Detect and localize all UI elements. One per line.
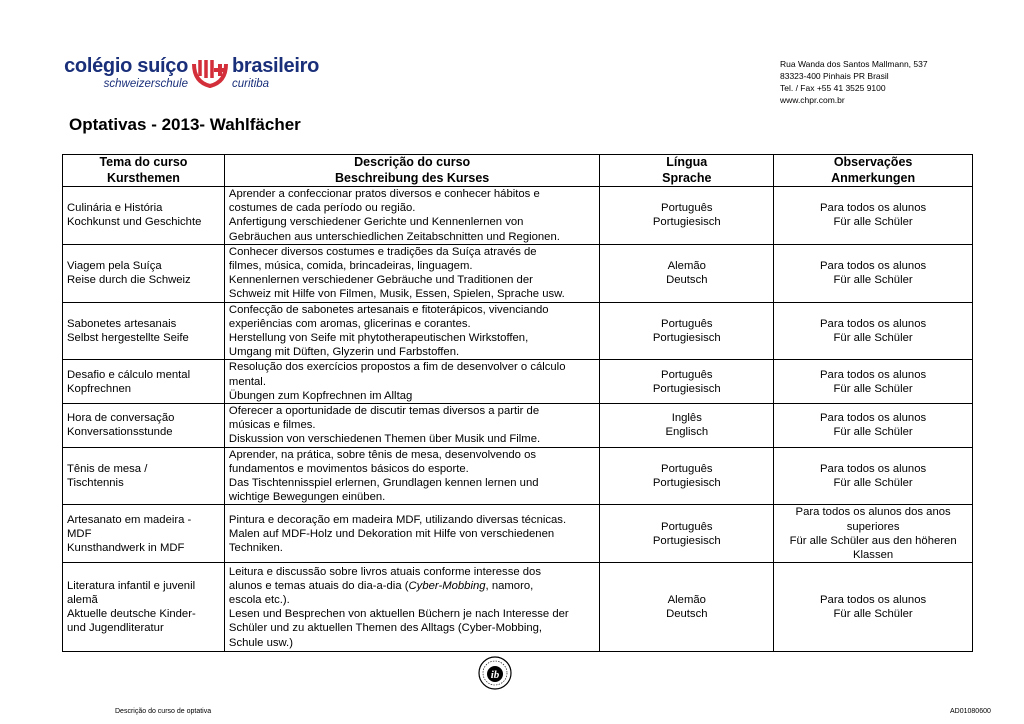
course-description-cell [224, 404, 599, 448]
school-logo [60, 54, 330, 94]
cell-line: Portugiesisch [652, 332, 721, 345]
cell-line: Para todos os alunos [820, 202, 927, 215]
cell-line: Confecção de sabonetes artesanais e fitoterápicos, vivenciando [228, 303, 549, 316]
cell-line: Für alle Schüler [833, 332, 913, 345]
course-notes-cell [774, 404, 973, 448]
table-row [63, 404, 973, 448]
cell-line: Für alle Schüler [833, 608, 913, 621]
header-notes: Observações Anmerkungen [774, 155, 973, 187]
cell-line: Viagem pela Suíça [67, 260, 162, 273]
cell-line: Herstellung von Seife mit phytotherapeutischen Wirkstoffen, [228, 332, 529, 345]
cell-line: Umgang mit Düften, Glyzerin und Farbstoffen. [228, 346, 460, 359]
cell-line: Selbst hergestellte Seife [67, 332, 189, 345]
ib-seal-icon [478, 656, 512, 690]
cell-line: Portugiesisch [652, 382, 721, 395]
logo-left-main: colégio suíço [64, 55, 188, 77]
cell-line: Anfertigung verschiedener Gerichte und Kennenlernen von [228, 216, 524, 229]
cell-line: Malen auf MDF-Holz und Dekoration mit Hilfe von verschiedenen [228, 527, 555, 540]
table-row [63, 302, 973, 360]
cell-line: Culinária e História [67, 202, 163, 215]
address-line: Tel. / Fax +55 41 3525 9100 [780, 83, 886, 93]
logo-left-sub: schweizerschule [103, 78, 188, 90]
table-row [63, 447, 973, 505]
cell-line: Para todos os alunos dos anos [795, 506, 951, 519]
course-notes-cell [774, 447, 973, 505]
cell-line: experiências com aromas, glicerinas e corantes. [228, 317, 471, 330]
course-language-cell [600, 447, 774, 505]
cell-line: Sabonetes artesanais [67, 317, 177, 330]
cell-line: Deutsch [666, 274, 708, 287]
course-description-cell [224, 187, 599, 245]
cell-line: Konversationsstunde [67, 426, 173, 439]
course-theme-cell [63, 302, 225, 360]
logo-right-sub: curitiba [232, 78, 270, 90]
cell-line: Übungen zum Kopfrechnen im Alltag [228, 389, 413, 402]
cell-line: Para todos os alunos [820, 260, 927, 273]
cell-line: alunos e temas atuais do dia-a-dia (Cyber-Mobbing, namoro, [228, 579, 534, 592]
table-row [63, 505, 973, 563]
table-row [63, 360, 973, 404]
cell-line: Resolução dos exercícios propostos a fim de desenvolver o cálculo [228, 361, 566, 374]
cell-line: Para todos os alunos [820, 368, 927, 381]
cell-line: Inglês [671, 412, 702, 425]
course-description-cell [224, 447, 599, 505]
cell-line: Artesanato em madeira - [67, 513, 192, 526]
course-theme-cell [63, 447, 225, 505]
cell-line: Techniken. [228, 541, 283, 554]
cell-line: escola etc.). [228, 594, 290, 607]
cell-line: Aprender a confeccionar pratos diversos e conhecer hábitos e [228, 188, 540, 200]
course-language-cell [600, 360, 774, 404]
course-theme-cell [63, 360, 225, 404]
cell-line: Pintura e decoração em madeira MDF, utilizando diversas técnicas. [228, 513, 567, 526]
cell-line: Desafio e cálculo mental [67, 368, 191, 381]
cell-line: Oferecer a oportunidade de discutir temas diversos a partir de [228, 405, 540, 418]
course-language-cell [600, 505, 774, 563]
cell-line: Tischtennis [67, 477, 124, 490]
cell-line: Português [661, 520, 713, 533]
cell-line: Gebräuchen aus unterschiedlichen Zeitabschnitten und Regionen. [228, 230, 560, 243]
course-language-cell [600, 404, 774, 448]
course-description-cell [224, 302, 599, 360]
cell-line: Hora de conversação [67, 412, 175, 425]
cell-line: Für alle Schüler [833, 477, 913, 490]
cell-line: Für alle Schüler [833, 382, 913, 395]
course-notes-cell [774, 563, 973, 652]
cell-line: und Jugendliteratur [67, 622, 164, 635]
course-theme-cell [63, 244, 225, 302]
cell-line: fundamentos e movimentos básicos do esporte. [228, 462, 469, 475]
cell-line: Português [661, 462, 713, 475]
cell-line: Für alle Schüler [833, 216, 913, 229]
course-description-cell [224, 360, 599, 404]
cell-line: Aktuelle deutsche Kinder- [67, 608, 196, 621]
cell-line: Schüler und zu aktuellen Themen des Alltags (Cyber-Mobbing, [228, 622, 543, 635]
address-line: Rua Wanda dos Santos Mallmann, 537 [780, 59, 928, 69]
cell-line: Kochkunst und Geschichte [67, 216, 202, 229]
course-notes-cell [774, 244, 973, 302]
courses-table [62, 154, 973, 652]
table-row [63, 244, 973, 302]
footer-doc-code: AD01080600 [950, 708, 991, 715]
course-description-cell [224, 505, 599, 563]
cell-line: MDF [67, 527, 92, 540]
cell-line: wichtige Bewegungen einüben. [228, 491, 386, 504]
logo-left-block [60, 54, 188, 90]
logo-right-block [232, 54, 319, 90]
cell-line: alemã [67, 594, 98, 607]
cell-line: Portugiesisch [652, 477, 721, 490]
cell-line: Für alle Schüler [833, 274, 913, 287]
course-language-cell [600, 244, 774, 302]
course-notes-cell [774, 302, 973, 360]
cell-line: Für alle Schüler [833, 426, 913, 439]
cell-line: superiores [846, 520, 900, 533]
cell-line: filmes, música, comida, brincadeiras, linguagem. [228, 260, 473, 273]
cell-line: músicas e filmes. [228, 419, 316, 432]
cell-line: Português [661, 317, 713, 330]
cell-line: Leitura e discussão sobre livros atuais conforme interesse dos [228, 565, 541, 578]
cell-line: Lesen und Besprechen von aktuellen Büchern je nach Interesse der [228, 608, 569, 621]
course-description-cell [224, 563, 599, 652]
cell-line: Portugiesisch [652, 534, 721, 547]
cell-line: Conhecer diversos costumes e tradições da Suíça através de [228, 245, 537, 258]
course-notes-cell [774, 505, 973, 563]
cell-line: Alemão [667, 260, 706, 273]
cell-line: Klassen [852, 549, 894, 562]
cell-line: Schule usw.) [228, 636, 293, 649]
cell-line: Kunsthandwerk in MDF [67, 541, 185, 554]
course-theme-cell [63, 404, 225, 448]
svg-text:ib: ib [490, 669, 500, 681]
cell-line: Português [661, 368, 713, 381]
cell-line: Para todos os alunos [820, 594, 927, 607]
cell-line: Das Tischtennisspiel erlernen, Grundlagen kennen lernen und [228, 477, 539, 490]
cell-line: costumes de cada período ou região. [228, 202, 416, 215]
cell-line: Aprender, na prática, sobre tênis de mesa, desenvolvendo os [228, 448, 536, 461]
table-row [63, 187, 973, 245]
course-language-cell [600, 563, 774, 652]
course-theme-cell [63, 563, 225, 652]
cell-line: Portugiesisch [652, 216, 721, 229]
cell-line: Para todos os alunos [820, 462, 927, 475]
cell-line: Alemão [667, 594, 706, 607]
cell-line: mental. [228, 375, 266, 388]
header-language: Língua Sprache [600, 155, 774, 187]
table-header-row [63, 155, 973, 187]
address-website: www.chpr.com.br [780, 95, 845, 105]
course-language-cell [600, 187, 774, 245]
cell-line: Para todos os alunos [820, 412, 927, 425]
cell-line: Englisch [665, 426, 709, 439]
course-notes-cell [774, 360, 973, 404]
address-line: 83323-400 Pinhais PR Brasil [780, 71, 889, 81]
school-address [780, 58, 928, 106]
course-language-cell [600, 302, 774, 360]
logo-right-main: brasileiro [232, 55, 320, 77]
cell-line: Literatura infantil e juvenil [67, 579, 196, 592]
table-row [63, 563, 973, 652]
cell-line: Für alle Schüler aus den höheren [789, 534, 957, 547]
cell-line: Tênis de mesa / [67, 462, 148, 475]
course-theme-cell [63, 187, 225, 245]
cell-line: Reise durch die Schweiz [67, 274, 191, 287]
footer-doc-label: Descrição do curso de optativa [115, 708, 212, 715]
cell-line: Diskussion von verschiedenen Themen über Musik und Filme. [228, 433, 541, 446]
course-theme-cell [63, 505, 225, 563]
cell-line: Kopfrechnen [67, 382, 132, 395]
header-description: Descrição do curso Beschreibung des Kurses [224, 155, 599, 187]
page-title: Optativas - 2013- Wahlfächer [69, 115, 301, 134]
swiss-cross-logo-icon [190, 56, 230, 90]
header-theme: Tema do curso Kursthemen [63, 155, 225, 187]
cell-line: Para todos os alunos [820, 317, 927, 330]
course-notes-cell [774, 187, 973, 245]
course-description-cell [224, 244, 599, 302]
cell-line: Kennenlernen verschiedener Gebräuche und Traditionen der [228, 274, 533, 287]
cell-line: Schweiz mit Hilfe von Filmen, Musik, Essen, Spielen, Sprache usw. [228, 288, 565, 301]
cell-line: Deutsch [666, 608, 708, 621]
cell-line: Português [661, 202, 713, 215]
